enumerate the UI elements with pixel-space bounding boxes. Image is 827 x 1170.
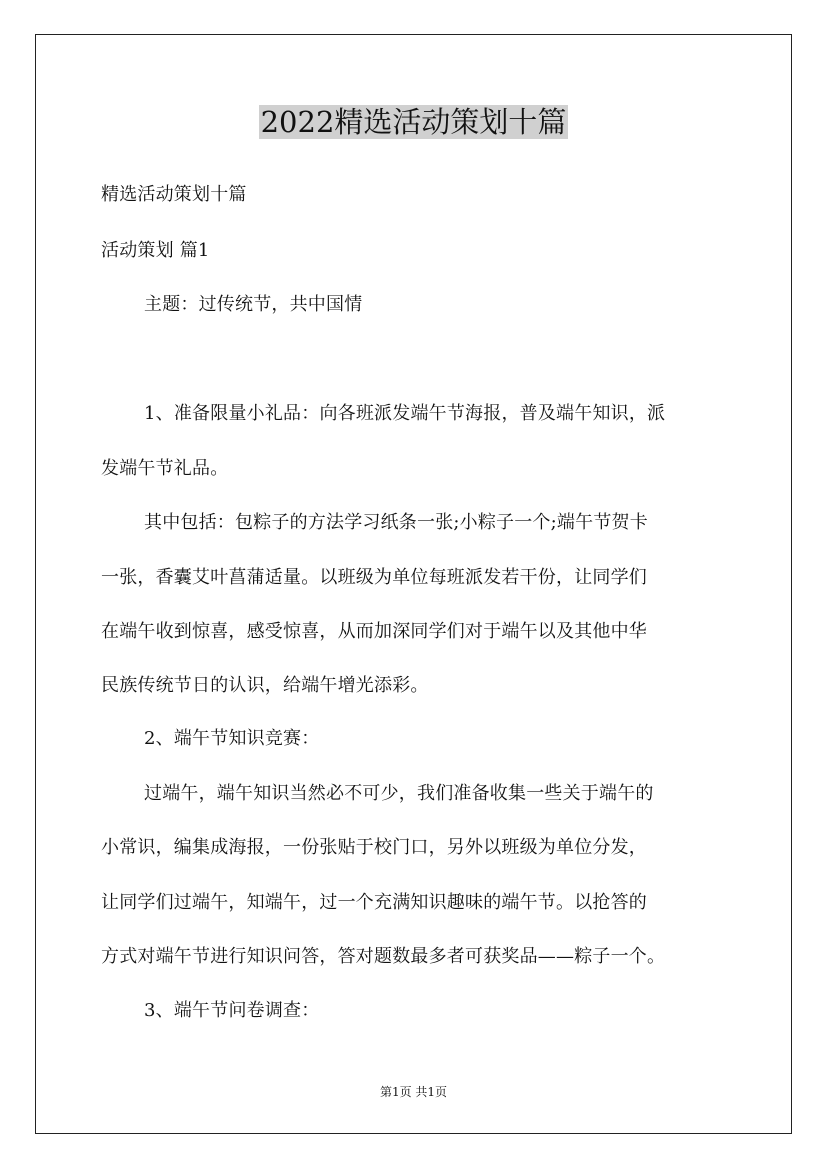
text-line: 让同学们过端午，知端午，过一个充满知识趣味的端午节。以抢答的 [101,892,647,913]
text-line: 其中包括：包粽子的方法学习纸条一张;小粽子一个;端午节贺卡 [144,512,648,533]
page-footer: 第1页 共1页 [379,1085,448,1099]
text-line: 精选活动策划十篇 [101,184,247,205]
text-line: 1、准备限量小礼品：向各班派发端午节海报，普及端午知识，派 [144,403,666,424]
text-line: 过端午，端午知识当然必不可少，我们准备收集一些关于端午的 [144,783,654,804]
text-line: 3、端午节问卷调查： [144,1000,320,1021]
text-line: 一张，香囊艾叶菖蒲适量。以班级为单位每班派发若干份，让同学们 [101,567,647,588]
text-line: 小常识，编集成海报，一份张贴于校门口，另外以班级为单位分发， [101,837,647,858]
text-line: 在端午收到惊喜，感受惊喜，从而加深同学们对于端午以及其他中华 [101,621,647,642]
text-line: 民族传统节日的认识，给端午增光添彩。 [101,675,429,696]
text-line: 2、端午节知识竞赛： [144,728,320,749]
text-line: 方式对端午节进行知识问答，答对题数最多者可获奖品——粽子一个。 [101,946,666,967]
document-title: 2022精选活动策划十篇 [260,105,567,139]
text-line: 活动策划 篇1 [101,240,210,261]
text-line: 主题：过传统节，共中国情 [144,294,363,315]
text-line: 发端午节礼品。 [101,458,229,479]
